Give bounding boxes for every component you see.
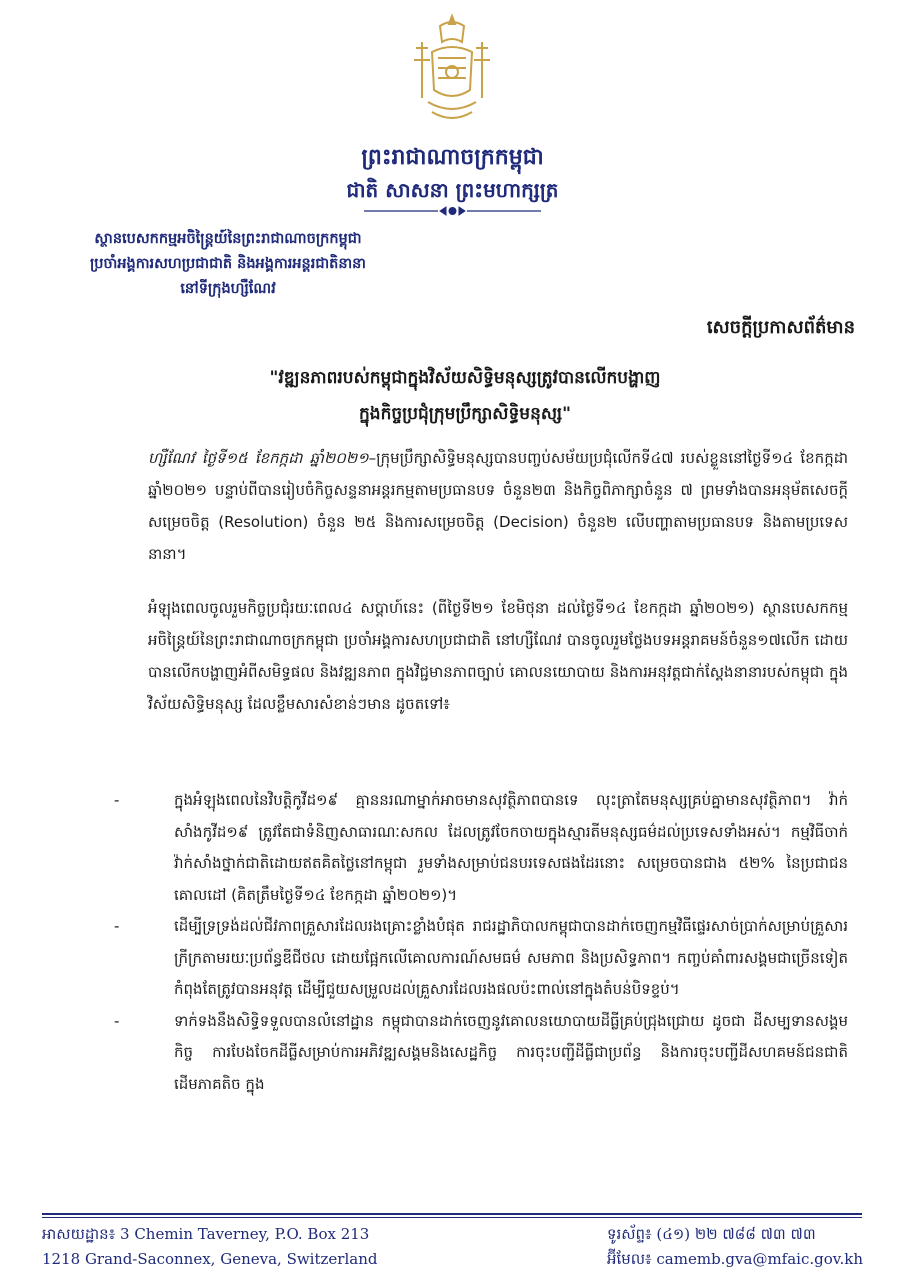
bullet-marker: -: [114, 1011, 120, 1030]
email-address: អ៊ីមែល៖ camemb.gva@mfaic.gov.kh: [606, 1250, 863, 1268]
dateline: ហ្សឺណែវ ថ្ងៃទី១៥ ខែកក្កដា ឆ្នាំ២០២១: [148, 449, 369, 467]
divider-ornament-icon: [360, 204, 545, 218]
paragraph-1-text: –ក្រុមប្រឹក្សាសិទ្ធិមនុស្សបានបញ្ចប់សម័យប្រជុំលើកទី៤៧ របស់ខ្លួននៅថ្ងៃទី១៤ ខែកក្កដា ឆ្នាំ២០២១ បន្ទាប់ពីបានរៀបចំកិច្ចសន្ទនាអន្តរកម្មតាមប្រធានបទ ចំនួន២៣ និងកិច្ចពិភាក្សាចំនួន ៧ ព្រមទាំងបានអនុម័តសេចក្តីសម្រេចចិត្ត (Resolution) ចំនួន ២៥ និងការសម្រេចចិត្ត (Decision) ចំនួន២ លើបញ្ហាតាមប្រធានបទ និងតាមប្រទេសនានា។: [148, 449, 849, 563]
address-line-2: 1218 Grand-Saconnex, Geneva, Switzerland: [42, 1250, 378, 1268]
bullet-list: [114, 785, 848, 1100]
kingdom-name: ព្រះរាជាណាចក្រកម្ពុជា: [361, 144, 544, 170]
bullet-text: ដើម្បីទ្រទ្រង់ដល់ជីវភាពគ្រួសារដែលរងគ្រោះខ្លាំងបំផុត រាជរដ្ឋាភិបាលកម្ពុជាបានដាក់ចេញកម្មវិធីផ្ទេរសាច់ប្រាក់សម្រាប់គ្រួសារក្រីក្រតាមរយៈប្រព័ន្ធឌីជីថល ដោយផ្អែកលើគោលការណ៍សមធម៌ សមភាព និងប្រសិទ្ធភាព។ កញ្ចប់គាំពារសង្គមជាច្រើនទៀតកំពុងតែត្រូវបានអនុវត្ត ដើម្បីជួយសម្រួលដល់គ្រួសារដែលរងផលប៉ះពាល់នៅក្នុងតំបន់បិទខ្ទប់។: [174, 917, 848, 998]
mission-header: [58, 226, 398, 301]
footer-address: [42, 1222, 377, 1272]
phone-number: ទូរស័ព្ទ៖ (៤១) ២២ ៧៨៨ ៧៣ ៧៣: [606, 1225, 816, 1243]
headline-line-1: "វឌ្ឍនភាពរបស់កម្ពុជាក្នុងវិស័យសិទ្ធិមនុស្សត្រូវបានលើកបង្ហាញ: [269, 368, 661, 388]
bullet-text: ទាក់ទងនឹងសិទ្ធិទទួលបានលំនៅដ្ឋាន កម្ពុជាបានដាក់ចេញនូវគោលនយោបាយដីធ្លីគ្រប់ជ្រុងជ្រោយ ដូចជា ដីសម្បទានសង្គមកិច្ច ការបែងចែកដីធ្លីសម្រាប់ការអភិវឌ្ឍសង្គមនិងសេដ្ឋកិច្ច ការចុះបញ្ជីដីធ្លីជាប្រព័ន្ធ និងការចុះបញ្ជីដីសហគមន៍ជនជាតិដើមភាគតិច ក្នុង: [174, 1011, 848, 1093]
footer-divider-thin: [42, 1217, 862, 1218]
list-item: [114, 785, 848, 911]
mission-line-1: ស្ថានបេសកកម្មអចិន្ត្រៃយ៍នៃព្រះរាជាណាចក្រកម្ពុជា: [94, 230, 362, 247]
paragraph-1: [148, 442, 848, 570]
mission-line-2: ប្រចាំអង្គការសហប្រជាជាតិ និងអង្គការអន្តរជាតិនានា: [89, 255, 366, 272]
address-line-1: អាសយដ្ឋាន៖ 3 Chemin Taverney, P.O. Box 213: [42, 1225, 370, 1243]
list-item: [114, 911, 848, 1006]
headline-line-2: ក្នុងកិច្ចប្រជុំក្រុមប្រឹក្សាសិទ្ធិមនុស្ស": [359, 404, 571, 424]
list-item: [114, 1006, 848, 1101]
footer-divider: [42, 1213, 862, 1215]
royal-coat-of-arms-icon: [402, 12, 502, 132]
bullet-text: ក្នុងអំឡុងពេលនៃវិបត្តិកូវីដ១៩ គ្មាននរណាម្នាក់អាចមានសុវត្ថិភាពបានទេ លុះត្រាតែមនុស្សគ្រប់គ្នាមានសុវត្ថិភាព។ វ៉ាក់សាំងកូវីដ១៩ ត្រូវតែជាទំនិញសាធារណៈសកល ដែលត្រូវចែកចាយក្នុងស្មារតីមនុស្សធម៌ដល់ប្រទេសទាំងអស់។ កម្មវិធីចាក់វ៉ាក់សាំងថ្នាក់ជាតិដោយឥតគិតថ្លៃនៅកម្ពុជា រួមទាំងសម្រាប់ជនបរទេសផងដែរនោះ សម្រេចបានជាង ៥២% នៃប្រជាជនគោលដៅ (គិតត្រឹមថ្ងៃទី១៤ ខែកក្កដា ឆ្នាំ២០២១)។: [174, 791, 848, 904]
national-motto: ជាតិ សាសនា ព្រះមហាក្សត្រ: [346, 178, 559, 202]
press-release-label: សេចក្តីប្រកាសព័ត៌មាន: [706, 317, 855, 338]
body-text: [148, 442, 848, 742]
headline: [150, 360, 780, 432]
bullet-marker: -: [114, 917, 120, 935]
footer-contact: [607, 1222, 863, 1272]
kingdom-motto: [300, 140, 605, 206]
mission-line-3: នៅទីក្រុងហ្សឺណែវ: [180, 280, 276, 297]
paragraph-2: អំឡុងពេលចូលរួមកិច្ចប្រជុំរយៈពេល៤ សប្តាហ៍នេះ (ពីថ្ងៃទី២១ ខែមិថុនា ដល់ថ្ងៃទី១៤ ខែកក្កដា ឆ្នាំ២០២១) ស្ថានបេសកកម្មអចិន្ត្រៃយ៍នៃព្រះរាជាណាចក្រកម្ពុជា ប្រចាំអង្គការសហប្រជាជាតិ នៅហ្សឺណែវ បានចូលរួមថ្លែងបទអន្តរាគមន៍ចំនួន១៧លើក ដោយបានលើកបង្ហាញអំពីសមិទ្ធផល និងវឌ្ឍនភាព ក្នុងវិជ្ជមានភាពច្បាប់ គោលនយោបាយ និងការអនុវត្តជាក់ស្តែងនានារបស់កម្ពុជា ក្នុងវិស័យសិទ្ធិមនុស្ស ដែលខ្លឹមសារសំខាន់ៗមាន ដូចតទៅ៖: [148, 599, 848, 713]
bullet-marker: -: [114, 791, 120, 809]
